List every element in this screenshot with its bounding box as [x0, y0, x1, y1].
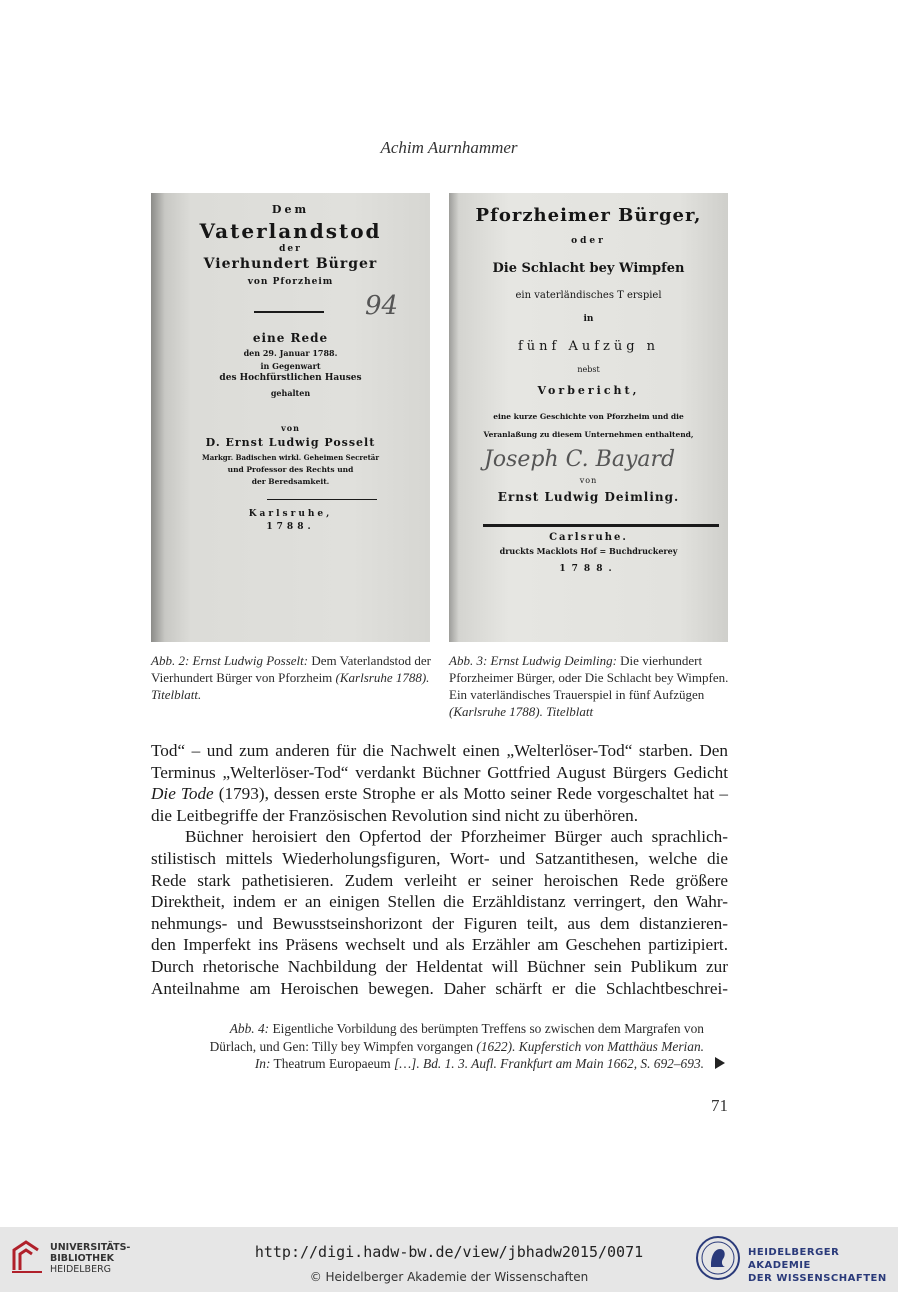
- scan-line: in: [583, 314, 594, 324]
- caption-italic: (1622). Kupferstich von Matthäus Merian.: [473, 1038, 704, 1054]
- scan-line: in Gegenwart: [260, 361, 321, 371]
- caption-main: Dem Vaterlandstod der Vierhundert Bürger von Pforzheim: [151, 653, 431, 685]
- scan-line: eine kurze Geschichte von Pforzheim und die: [493, 412, 684, 421]
- scan-rule: [267, 499, 377, 500]
- footer-bar: [0, 1227, 898, 1292]
- caption-italic: […]. Bd. 1. 3. Aufl. Frankfurt am Main 1662, S. 692–693.: [390, 1056, 704, 1072]
- scan-line: Ernst Ludwig Deimling.: [497, 490, 680, 504]
- library-line: BIBLIOTHEK: [50, 1253, 114, 1264]
- text-line: Büchner heroisiert den Opfertod der Pforzheimer Bürger auch sprachlich-: [185, 827, 728, 847]
- scan-line: 1788.: [266, 522, 315, 532]
- italic-title: Die Tode: [151, 784, 214, 804]
- scan-line: Carlsruhe.: [549, 532, 628, 543]
- caption-prefix: Abb. 3: Ernst Ludwig Deimling:: [449, 653, 617, 668]
- caption-prefix: Abb. 2: Ernst Ludwig Posselt:: [151, 653, 309, 668]
- scan-line: den 29. Januar 1788.: [243, 348, 338, 358]
- text-line: nehmungs- und Bewusstseinshorizont der Figuren teilt, aus dem distanzieren-: [151, 913, 728, 933]
- text-line: Terminus „Welterlöser-Tod“ verdankt Büchner Gottfried August Bürgers Gedicht: [151, 762, 728, 782]
- handwritten-signature: Joseph C. Bayard: [484, 447, 676, 472]
- figure-3-title-page-scan: [449, 193, 728, 642]
- scan-line: gehalten: [270, 388, 311, 398]
- scan-line: nebst: [577, 365, 600, 374]
- page-number: 71: [711, 1096, 728, 1115]
- handwritten-number: 94: [365, 291, 399, 321]
- text-line: stilistisch mittels Wiederholungsfiguren, Wort- und Satzantithesen, welche die: [151, 848, 728, 868]
- text-line: den Imperfekt ins Präsens wechselt und als Erzähler am Geschehen partizipiert.: [151, 935, 728, 955]
- scan-rule: [254, 311, 324, 313]
- scan-line: Karlsruhe,: [248, 509, 333, 519]
- scan-line: D. Ernst Ludwig Posselt: [205, 436, 376, 449]
- scan-line: von: [579, 476, 598, 485]
- next-arrow-icon[interactable]: [715, 1057, 725, 1069]
- caption-prefix: Abb. 4:: [229, 1021, 270, 1036]
- academy-name: [748, 1246, 898, 1285]
- scan-line: druckts Macklots Hof = Buchdruckerey: [499, 546, 678, 556]
- text-line: die Leitbegriffe der Französischen Revolution sind nicht zu überhören.: [151, 805, 638, 825]
- caption-text: Eigentliche Vorbildung des berümpten Treffens so zwischen dem Margrafen von: [269, 1021, 704, 1036]
- scan-line: 1788.: [559, 564, 618, 574]
- text-line: Rede stark pathetisieren. Zudem verleiht er seiner heroischen Rede größere: [151, 870, 728, 890]
- figure-4-caption: [188, 1020, 704, 1073]
- scan-line: der Beredsamkeit.: [251, 477, 330, 486]
- scan-line: fünf Aufzüg n: [517, 339, 660, 354]
- scan-line: Markgr. Badischen wirkl. Geheimen Secretär: [201, 453, 380, 462]
- scan-line: Veranlaßung zu diesem Unternehmen enthaltend,: [483, 430, 694, 439]
- text-line: Tod“ – und zum anderen für die Nachwelt einen „Welterlöser-Tod“ starben. Den: [151, 741, 728, 760]
- caption-text: Dürlach, und Gen: Tilly bey Wimpfen vorgangen: [209, 1038, 474, 1054]
- text-line: Durch rhetorische Nachbildung der Heldentat will Büchner sein Publikum zur: [151, 956, 728, 976]
- scan-line: Vierhundert Bürger: [203, 256, 378, 272]
- scan-line: Vorbericht,: [537, 384, 640, 397]
- scan-line: Vaterlandstod: [199, 219, 382, 243]
- body-text: [151, 740, 728, 999]
- scan-line: Pforzheimer Bürger,: [475, 205, 702, 226]
- caption-text: Theatrum Europaeum: [270, 1056, 391, 1072]
- text-line: Direktheit, indem er an einigen Stellen die Erzähldistanz verringert, den Wahr-: [151, 892, 728, 912]
- running-header: Achim Aurnhammer: [380, 138, 518, 157]
- library-line: UNIVERSITÄTS-: [50, 1242, 131, 1253]
- scan-rule: [483, 524, 719, 527]
- figure-3-caption: [449, 652, 731, 720]
- caption-main: Die vierhundert Pforzheimer Bürger, oder Die Schlacht bey Wimpfen. Ein vaterländisches Trauerspiel in fünf Aufzügen: [449, 653, 729, 702]
- scan-line: ein vaterländisches T erspiel: [515, 290, 662, 301]
- figure-2-caption: [151, 652, 433, 703]
- scan-line: von: [281, 423, 300, 433]
- figure-2-title-page-scan: [151, 193, 430, 642]
- scan-line: und Professor des Rechts und: [227, 465, 354, 474]
- permalink-url[interactable]: http://digi.hadw-bw.de/view/jbhadw2015/0071: [254, 1243, 644, 1261]
- library-line: HEIDELBERG: [50, 1264, 112, 1275]
- scan-line: der: [279, 244, 302, 254]
- scan-line: von Pforzheim: [247, 277, 334, 287]
- scan-line: Die Schlacht bey Wimpfen: [492, 261, 685, 276]
- text-line: [151, 783, 728, 805]
- scan-line: eine Rede: [252, 331, 329, 345]
- scan-line: oder: [571, 236, 606, 246]
- copyright-notice: © Heidelberger Akademie der Wissenschaften: [309, 1270, 589, 1284]
- scan-line: des Hochfürstlichen Hauses: [219, 373, 362, 383]
- academy-line: DER WISSENSCHAFTEN: [748, 1273, 887, 1284]
- scan-line: Dem: [271, 203, 310, 216]
- academy-seal-icon[interactable]: [695, 1235, 741, 1281]
- caption-suffix: (Karlsruhe 1788). Titelblatt: [449, 704, 594, 719]
- text-line: Anteilnahme am Heroischen bewegen. Daher schärft er die Schlachtbeschrei-: [151, 978, 728, 998]
- caption-suffix: (Karlsruhe 1788). Titelblatt.: [151, 670, 430, 702]
- text-span: (1793), dessen erste Strophe er als Motto seiner Rede vorgeschaltet hat –: [213, 784, 728, 804]
- academy-line: HEIDELBERGER AKADEMIE: [748, 1247, 840, 1271]
- caption-in: In:: [254, 1056, 271, 1072]
